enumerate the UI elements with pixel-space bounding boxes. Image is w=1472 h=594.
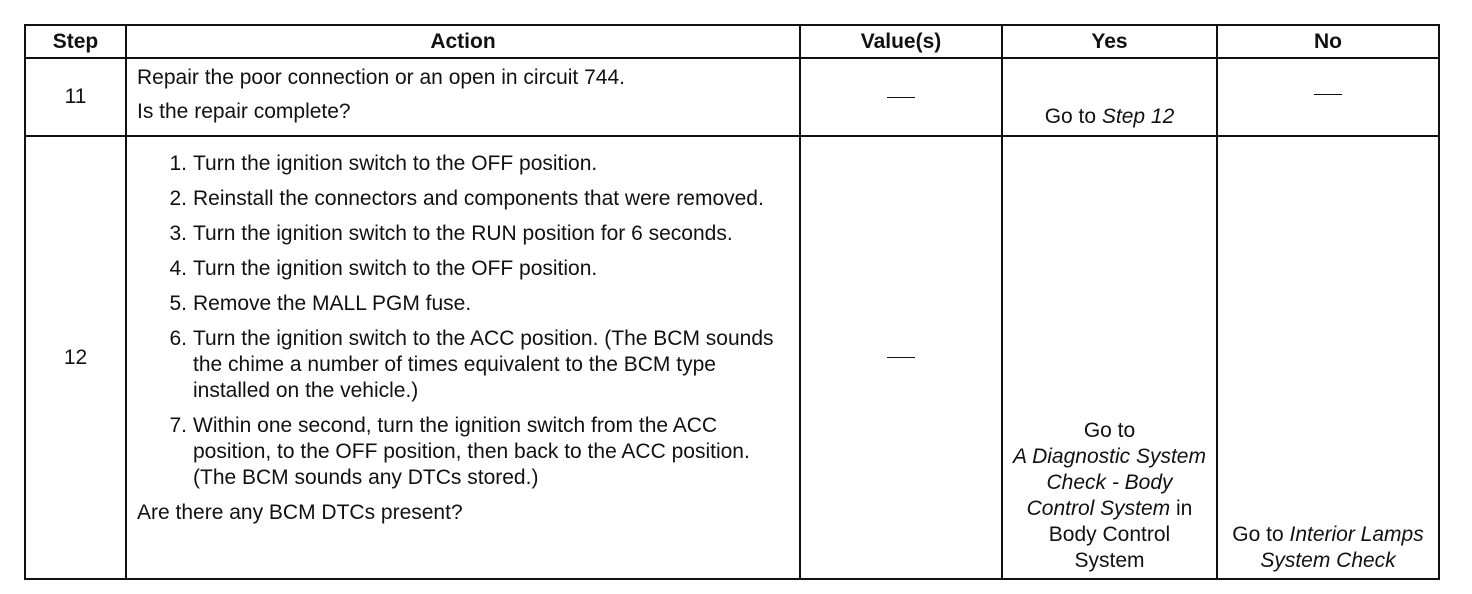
- no-link-interior-lamps-check[interactable]: Interior Lamps System Check: [1260, 523, 1424, 572]
- diagnostic-table: [24, 24, 1440, 580]
- action-question: Is the repair complete?: [137, 100, 351, 123]
- header-row: [25, 25, 1439, 58]
- action-cell: [126, 136, 800, 579]
- dash-mark: [1314, 94, 1342, 95]
- header-action: Action: [126, 25, 800, 58]
- dash-mark: [887, 97, 915, 98]
- header-values: Value(s): [800, 25, 1002, 58]
- yes-prefix: Go to: [1044, 105, 1102, 128]
- yes-link-diagnostic-system-check[interactable]: A Diagnostic System Check - Body Control System: [1013, 445, 1206, 520]
- no-cell: [1217, 58, 1439, 136]
- header-no: No: [1217, 25, 1439, 58]
- yes-cell: [1002, 58, 1217, 136]
- yes-prefix: Go to: [1083, 419, 1136, 442]
- procedure-item: 4. Turn the ignition switch to the OFF position.: [169, 257, 598, 280]
- value-cell: [800, 136, 1002, 579]
- table-row-step-12: [25, 136, 1439, 579]
- procedure-item: 5. Remove the MALL PGM fuse.: [169, 292, 472, 315]
- procedure-item: 1. Turn the ignition switch to the OFF position.: [169, 152, 598, 175]
- step-number: 12: [25, 136, 126, 579]
- no-prefix: Go to: [1232, 523, 1290, 546]
- dash-mark: [887, 357, 915, 358]
- procedure-list: [137, 151, 789, 491]
- action-question: Are there any BCM DTCs present?: [137, 501, 463, 524]
- procedure-item: 6. Turn the ignition switch to the ACC position. (The BCM sounds the chime a number of times equivalent to the BCM type installed on the vehicle.): [169, 327, 774, 402]
- header-step: Step: [25, 25, 126, 58]
- procedure-item: 7. Within one second, turn the ignition switch from the ACC position, to the OFF position, then back to the ACC position. (The BCM sounds any DTCs stored.): [169, 414, 750, 489]
- action-cell: [126, 58, 800, 136]
- value-cell: [800, 58, 1002, 136]
- action-instruction: Repair the poor connection or an open in circuit 744.: [137, 66, 625, 89]
- header-yes: Yes: [1002, 25, 1217, 58]
- no-cell: [1217, 136, 1439, 579]
- step-number: 11: [25, 58, 126, 136]
- procedure-item: 2. Reinstall the connectors and components that were removed.: [169, 187, 764, 210]
- yes-suffix: in Body Control System: [1048, 497, 1193, 572]
- yes-link-step-12[interactable]: Step 12: [1101, 105, 1175, 128]
- table-row-step-11: [25, 58, 1439, 136]
- yes-cell: [1002, 136, 1217, 579]
- procedure-item: 3. Turn the ignition switch to the RUN position for 6 seconds.: [169, 222, 733, 245]
